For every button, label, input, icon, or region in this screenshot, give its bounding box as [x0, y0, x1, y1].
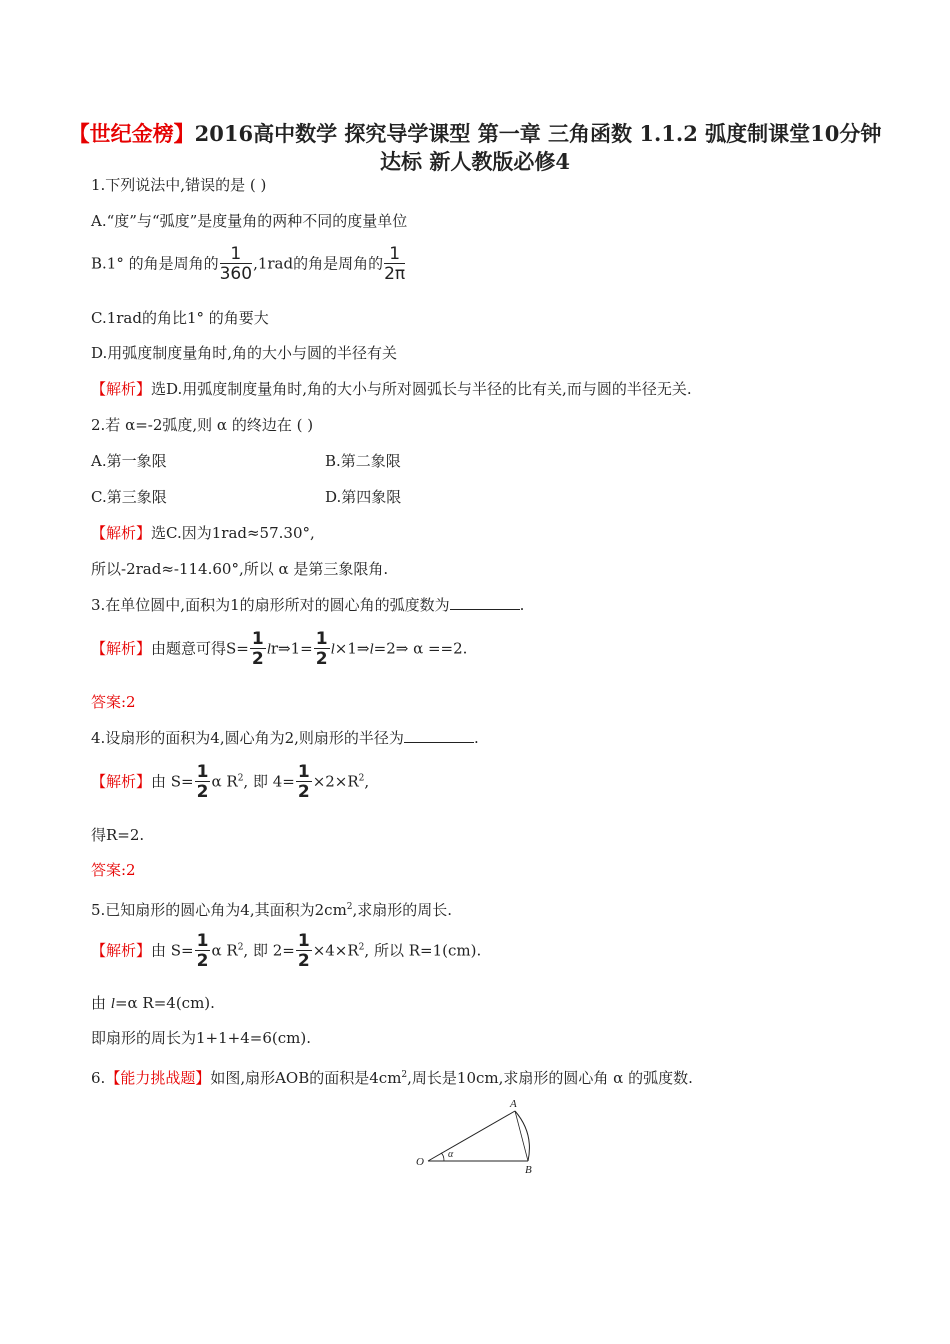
- q1-option-b: [91, 245, 406, 284]
- q4-sol-part4: ×2×R: [312, 772, 359, 791]
- frac-num: 1: [196, 931, 209, 951]
- fraction-1-2: [296, 763, 312, 802]
- label-alpha: α: [448, 1149, 454, 1160]
- fraction-1-2: [195, 932, 211, 971]
- sector-figure: [410, 1095, 550, 1179]
- q5-solution-line3: 即扇形的周长为1+1+4=6(cm).: [91, 1029, 311, 1047]
- title-text: 2016高中数学 探究导学课型 第一章 三角函数 1.1.2 弧度制课堂10分钟达标 新人教版必修4: [194, 121, 882, 174]
- q3-stem-end: .: [519, 596, 525, 614]
- q2-solution: [91, 523, 315, 543]
- q3-solution: [91, 630, 467, 669]
- title-brand: 【世纪金榜】: [68, 121, 195, 146]
- q1-option-d: D.用弧度制度量角时,角的大小与圆的半径有关: [91, 344, 398, 362]
- q5-line2-post: =α R=4(cm).: [114, 994, 215, 1012]
- q2-option-c: C.第三象限: [91, 488, 167, 506]
- q1-option-c: C.1rad的角比1° 的角要大: [91, 309, 269, 327]
- q1-option-a: A.“度”与“弧度”是度量角的两种不同的度量单位: [91, 212, 408, 230]
- q2-stem: 2.若 α=-2弧度,则 α 的终边在 ( ): [91, 416, 314, 434]
- answer-blank: [450, 595, 520, 610]
- q3-stem-text: 3.在单位圆中,面积为1的扇形所对的圆心角的弧度数为: [91, 596, 450, 614]
- frac-num: 1: [251, 629, 264, 649]
- q3-stem: [91, 595, 524, 615]
- q6-text-post: ,周长是10cm,求扇形的圆心角 α 的弧度数.: [407, 1069, 693, 1087]
- q3-answer: 答案:2: [91, 693, 136, 711]
- q6-number: 6.: [91, 1069, 106, 1087]
- q1-b-mid: ,1rad的角是周角的: [253, 254, 384, 273]
- analysis-tag: 【解析】: [91, 639, 152, 658]
- superscript-2: 2: [237, 773, 244, 784]
- q4-stem-end: .: [473, 729, 479, 747]
- frac-num: 1: [220, 245, 252, 264]
- q4-stem: [91, 728, 479, 748]
- q4-sol-part2: α R: [211, 772, 238, 791]
- q5-sol-part5: , 所以 R=1(cm).: [364, 941, 482, 960]
- q2-solution-line1: 选C.因为1rad≈57.30°,: [151, 524, 315, 542]
- q2-option-d: D.第四象限: [325, 488, 402, 506]
- q4-sol-part1: 由 S=: [151, 772, 194, 791]
- q5-sol-part1: 由 S=: [151, 941, 194, 960]
- chord-ab: [515, 1111, 528, 1161]
- fraction-1-2: [250, 630, 266, 669]
- var-l: l: [330, 641, 335, 658]
- answer-blank: [404, 728, 474, 743]
- q5-stem-pre: 5.已知扇形的圆心角为4,其面积为2cm: [91, 901, 347, 919]
- q4-stem-text: 4.设扇形的面积为4,圆心角为2,则扇形的半径为: [91, 729, 404, 747]
- fraction-1-360: [220, 245, 252, 284]
- q6-text-pre: 如图,扇形AOB的面积是4cm: [210, 1069, 402, 1087]
- superscript-2: 2: [237, 942, 244, 953]
- frac-num: 1: [196, 762, 209, 782]
- q4-solution-line2: 得R=2.: [91, 826, 145, 844]
- analysis-tag: 【解析】: [91, 772, 152, 791]
- q5-stem: [91, 897, 452, 920]
- label-o: O: [416, 1156, 424, 1168]
- q5-line2-pre: 由: [91, 994, 111, 1012]
- var-l: l: [369, 641, 374, 658]
- q3-sol-part4: =2⇒ α ==2.: [373, 639, 468, 658]
- q2-option-b: B.第二象限: [325, 452, 401, 470]
- frac-den: 2: [251, 649, 264, 669]
- q1-stem: 1.下列说法中,错误的是 ( ): [91, 176, 267, 194]
- frac-den: 2: [297, 951, 310, 971]
- fraction-1-2pi: [384, 245, 405, 284]
- q3-sol-part3: ×1⇒: [334, 639, 370, 658]
- frac-den: 2π: [384, 264, 406, 284]
- document-title: [60, 120, 890, 176]
- challenge-tag: 【能力挑战题】: [105, 1069, 211, 1087]
- q3-sol-part2: r⇒1=: [270, 639, 313, 658]
- q4-sol-part3: , 即 4=: [243, 772, 295, 791]
- var-l: l: [110, 996, 115, 1012]
- fraction-1-2: [314, 630, 330, 669]
- q1-solution: [91, 379, 692, 399]
- q5-sol-part2: α R: [211, 941, 238, 960]
- frac-den: 2: [315, 649, 328, 669]
- q4-sol-part5: ,: [364, 772, 370, 791]
- frac-den: 360: [219, 264, 253, 284]
- q6-stem: [91, 1065, 693, 1088]
- frac-den: 2: [196, 782, 209, 802]
- var-l: l: [266, 641, 271, 658]
- superscript-2: 2: [401, 1070, 408, 1080]
- q4-answer: 答案:2: [91, 861, 136, 879]
- frac-num: 1: [315, 629, 328, 649]
- q1-b-pre: B.1° 的角是周角的: [91, 254, 219, 273]
- q2-option-a: A.第一象限: [91, 452, 167, 470]
- frac-den: 2: [297, 782, 310, 802]
- superscript-2: 2: [346, 902, 353, 912]
- label-a: A: [510, 1098, 517, 1110]
- q2-solution-line2: 所以-2rad≈-114.60°,所以 α 是第三象限角.: [91, 560, 389, 578]
- q5-sol-part3: , 即 2=: [243, 941, 295, 960]
- q3-sol-part1: 由题意可得S=: [151, 639, 249, 658]
- superscript-2: 2: [358, 773, 365, 784]
- angle-mark: [441, 1153, 444, 1161]
- label-b: B: [525, 1164, 532, 1175]
- analysis-tag: 【解析】: [91, 941, 152, 960]
- q5-stem-post: ,求扇形的周长.: [352, 901, 453, 919]
- analysis-tag: 【解析】: [91, 380, 152, 398]
- frac-num: 1: [297, 931, 310, 951]
- frac-num: 1: [384, 245, 405, 264]
- superscript-2: 2: [358, 942, 365, 953]
- fraction-1-2: [195, 763, 211, 802]
- frac-num: 1: [297, 762, 310, 782]
- q5-solution-line2: [91, 993, 215, 1014]
- fraction-1-2: [296, 932, 312, 971]
- analysis-tag: 【解析】: [91, 524, 152, 542]
- frac-den: 2: [196, 951, 209, 971]
- q5-sol-part4: ×4×R: [312, 941, 359, 960]
- q1-solution-text: 选D.用弧度制度量角时,角的大小与所对圆弧长与半径的比有关,而与圆的半径无关.: [151, 380, 692, 398]
- q4-solution: [91, 763, 369, 802]
- q5-solution: [91, 932, 481, 971]
